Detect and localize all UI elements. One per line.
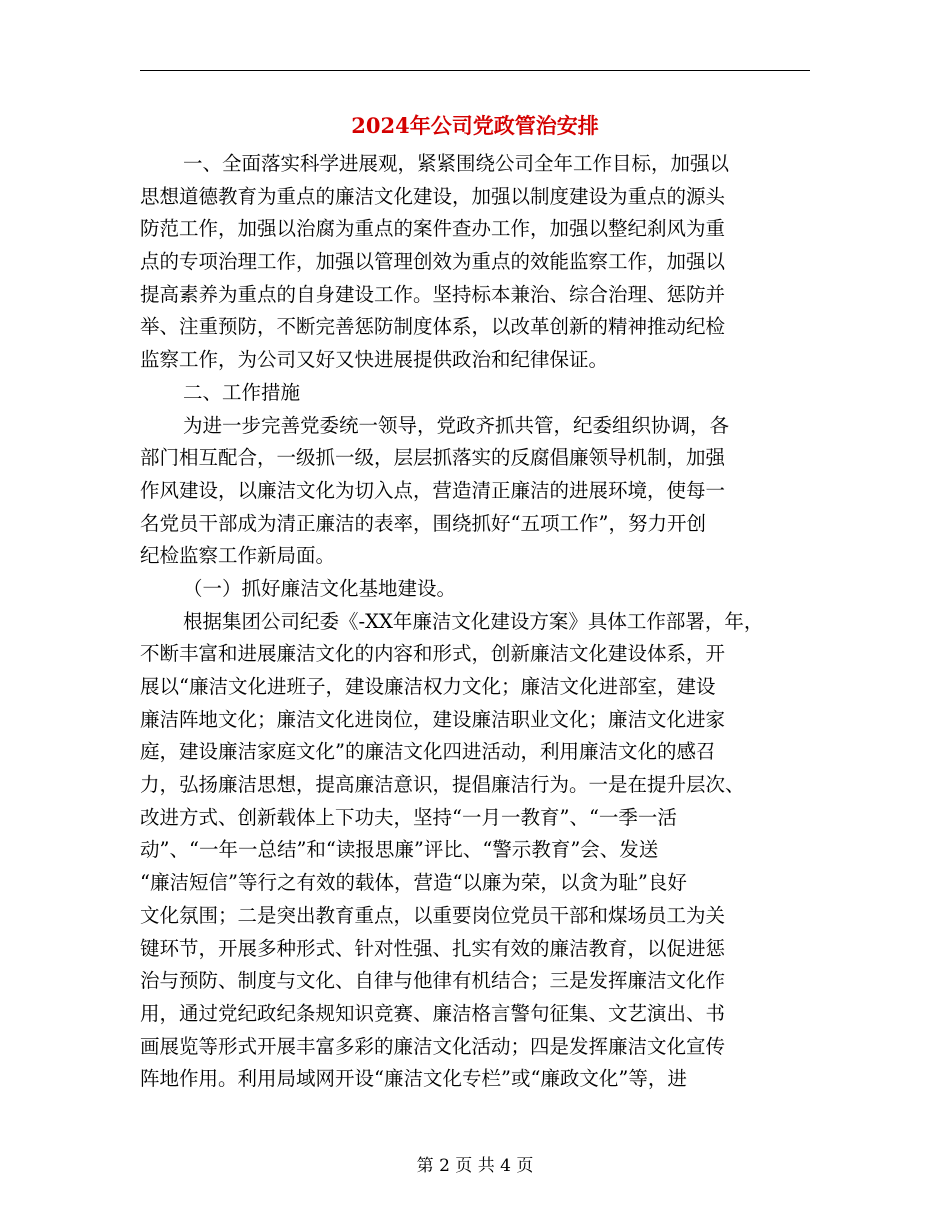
body-line: 防范工作，加强以治腐为重点的案件查办工作，加强以整纪刹风为重 [140, 217, 726, 241]
document-body [140, 148, 810, 1096]
body-line: 廉洁阵地文化；廉洁文化进岗位，建设廉洁职业文化；廉洁文化进家 [140, 707, 726, 731]
body-line: 思想道德教育为重点的廉洁文化建设，加强以制度建设为重点的源头 [140, 184, 726, 208]
body-line: 不断丰富和进展廉洁文化的内容和形式，创新廉洁文化建设体系，开 [140, 642, 726, 666]
body-line: 点的专项治理工作，加强以管理创效为重点的效能监察工作，加强以 [140, 250, 726, 274]
body-line: 用，通过党纪政纪条规知识竞赛、廉洁格言警句征集、文艺演出、书 [140, 1001, 726, 1025]
document-title: 2024年公司党政管治安排 [351, 113, 599, 138]
body-line: 治与预防、制度与文化、自律与他律有机结合；三是发挥廉洁文化作 [140, 969, 726, 993]
section-heading: 二、工作措施 [183, 380, 301, 404]
body-line: 部门相互配合，一级抓一级，层层抓落实的反腐倡廉领导机制，加强 [140, 446, 726, 470]
body-line: 名党员干部成为清正廉洁的表率，围绕抓好“五项工作”，努力开创 [140, 511, 706, 535]
page-number-footer: 第 2 页 共 4 页 [416, 1156, 534, 1176]
body-line: 纪检监察工作新局面。 [140, 544, 336, 568]
body-line: 动”、“一年一总结”和“读报思廉”评比、“警示教育”会、发送 [140, 838, 659, 862]
body-line: 文化氛围；二是突出教育重点，以重要岗位党员干部和煤场员工为关 [140, 903, 726, 927]
body-line: 庭，建设廉洁家庭文化”的廉洁文化四进活动，利用廉洁文化的感召 [140, 740, 716, 764]
body-line: 展以“廉洁文化进班子，建设廉洁权力文化；廉洁文化进部室，建设 [140, 675, 716, 698]
body-line: 根据集团公司纪委《-XX年廉洁文化建设方案》具体工作部署，年， [183, 609, 764, 633]
body-line: 键环节，开展多种形式、针对性强、扎实有效的廉洁教育，以促进惩 [140, 936, 726, 960]
body-line: 提高素养为重点的自身建设工作。坚持标本兼治、综合治理、惩防并 [140, 282, 726, 306]
subsection-heading: （一）抓好廉洁文化基地建设。 [183, 576, 457, 600]
body-line: 作风建设，以廉洁文化为切入点，营造清正廉洁的进展环境，使每一 [140, 478, 726, 502]
body-line: 力，弘扬廉洁思想，提高廉洁意识，提倡廉洁行为。一是在提升层次、 [140, 773, 745, 797]
header-rule [140, 70, 810, 71]
body-line: 举、注重预防，不断完善惩防制度体系，以改革创新的精神推动纪检 [140, 315, 726, 339]
body-line: 阵地作用。利用局域网开设“廉洁文化专栏”或“廉政文化”等，进 [140, 1067, 687, 1091]
body-line: 监察工作，为公司又好又快进展提供政治和纪律保证。 [140, 348, 609, 372]
body-line: 一、全面落实科学进展观，紧紧围绕公司全年工作目标，加强以 [183, 152, 730, 175]
body-line: 画展览等形式开展丰富多彩的廉洁文化活动；四是发挥廉洁文化宣传 [140, 1034, 726, 1058]
body-line: “廉洁短信”等行之有效的载体，营造“以廉为荣，以贪为耻”良好 [140, 871, 687, 895]
body-line: 改进方式、创新载体上下功夫，坚持“一月一教育”、“一季一活 [140, 805, 677, 829]
body-line: 为进一步完善党委统一领导，党政齐抓共管，纪委组织协调，各 [183, 413, 730, 437]
